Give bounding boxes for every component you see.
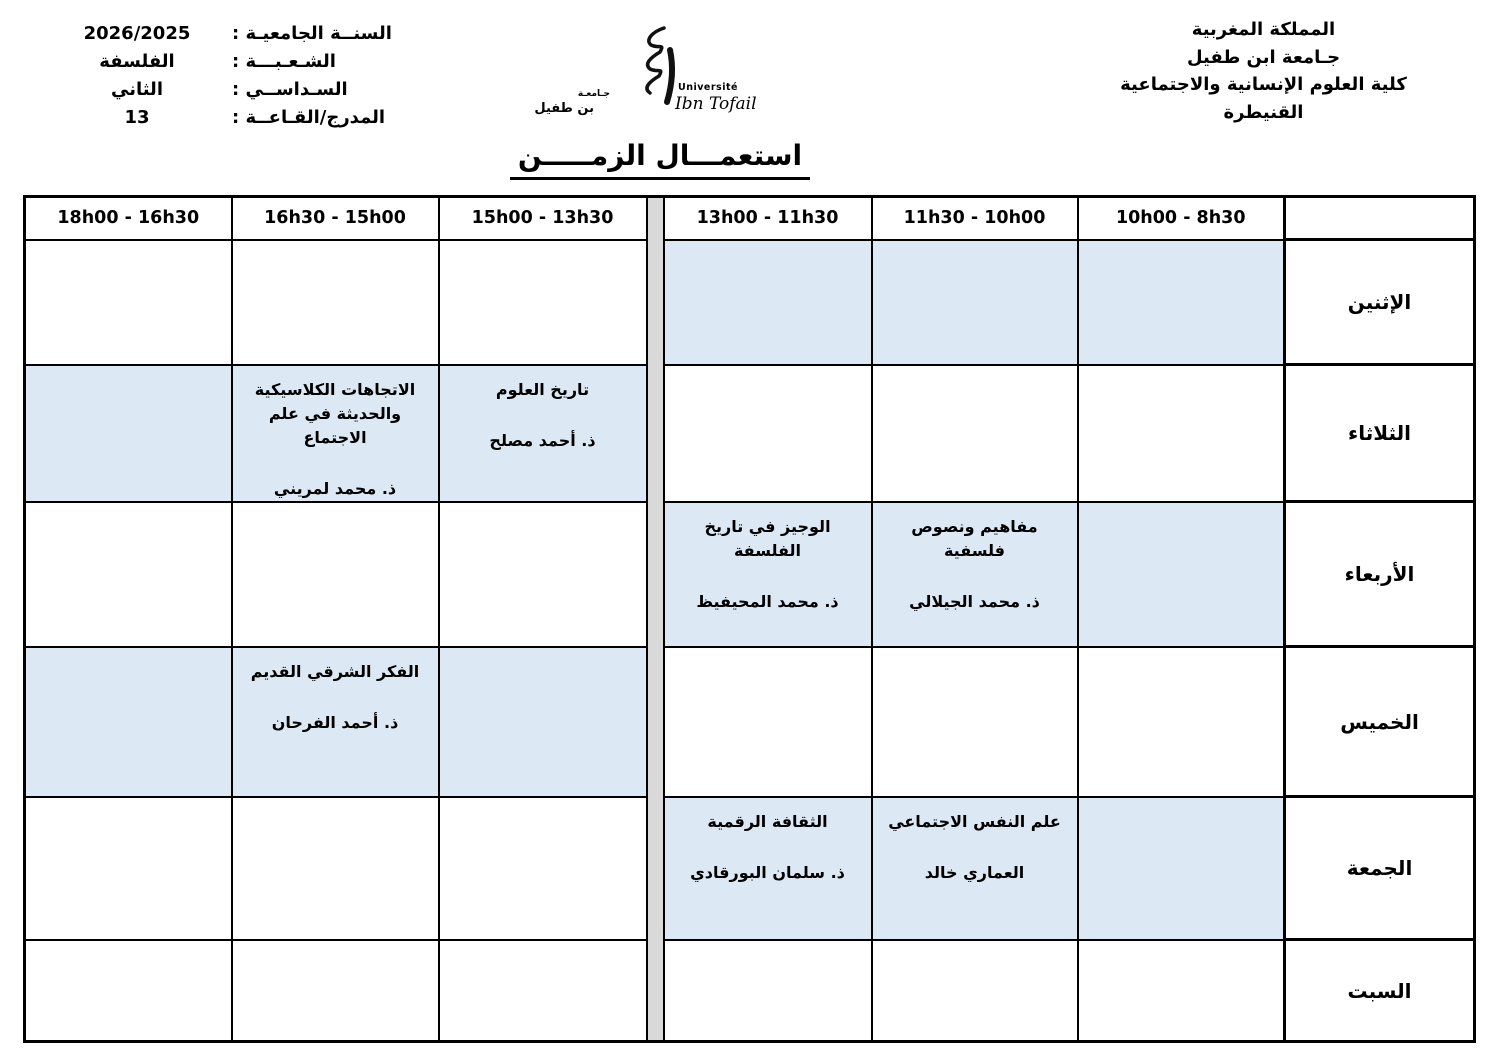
day-row: [25, 502, 1475, 647]
day-row: [25, 647, 1475, 797]
time-header-cell: 10h00 - 8h30: [1078, 197, 1285, 240]
course-entry: [440, 366, 646, 453]
time-header-cell: 16h30 - 15h00: [232, 197, 439, 240]
meta-label: السنــة الجامعيـة :: [232, 23, 392, 44]
course-entry: [665, 798, 871, 885]
day-row: [25, 797, 1475, 940]
course-teacher: ذ. أحمد الفرحان: [271, 712, 399, 732]
course-teacher: ذ. سلمان البورقادي: [690, 862, 845, 882]
course-title: الوجيز في تاريخ الفلسفة: [704, 516, 831, 560]
time-header-cell: 15h00 - 13h30: [439, 197, 647, 240]
course-entry: [665, 503, 871, 614]
institution-line: المملكة المغربية: [1191, 19, 1336, 40]
schedule-cell: [872, 797, 1078, 940]
institution-line: جـامعة ابن طفيل: [1186, 46, 1341, 68]
schedule-cell: [1078, 647, 1285, 797]
meta-label: السـداســي :: [232, 79, 348, 100]
course-entry: [873, 798, 1077, 885]
course-teacher: ذ. محمد لمريني: [273, 478, 397, 498]
schedule-cell: [439, 240, 647, 365]
schedule-cell: [232, 647, 439, 797]
schedule-cell: [25, 647, 232, 797]
day-name-cell: الإثنين: [1285, 240, 1475, 365]
day-name-cell: الأربعاء: [1285, 502, 1475, 647]
schedule-cell: [25, 502, 232, 647]
schedule-cell: [1078, 365, 1285, 502]
lunch-break-separator: [647, 197, 664, 240]
course-title: تاريخ العلوم: [495, 379, 590, 399]
schedule-cell: [664, 502, 872, 647]
meta-value: 13: [124, 107, 150, 128]
schedule-cell: [232, 240, 439, 365]
schedule-cell: [1078, 940, 1285, 1042]
schedule-cell: [872, 240, 1078, 365]
schedule-cell: [25, 940, 232, 1042]
meta-value: 2026/2025: [83, 23, 191, 44]
course-title: الاتجاهات الكلاسيكية والحديثة في علم الاجتماع: [254, 379, 416, 447]
page-title-wrap: [456, 139, 864, 180]
institution-header: [1056, 16, 1471, 126]
schedule-cell: [439, 502, 647, 647]
institution-line: كلية العلوم الإنسانية والاجتماعية: [1120, 74, 1407, 95]
lunch-break-separator: [647, 940, 664, 1042]
logo-arabic-name: بن طفيل: [534, 101, 594, 116]
time-header-cell: 13h00 - 11h30: [664, 197, 872, 240]
day-row: [25, 240, 1475, 365]
schedule-cell: [1078, 240, 1285, 365]
meta-row: [42, 104, 457, 132]
schedule-cell: [1078, 502, 1285, 647]
schedule-cell: [872, 502, 1078, 647]
logo-universite-label: Université: [678, 82, 738, 93]
page-title: استعمـــال الزمـــــن: [510, 139, 810, 180]
course-teacher: ذ. محمد الجيلالي: [909, 591, 1040, 611]
schedule-cell: [232, 940, 439, 1042]
schedule-cell: [1078, 797, 1285, 940]
course-entry: [233, 366, 438, 501]
day-name-cell: الخميس: [1285, 647, 1475, 797]
day-column-header: [1285, 197, 1475, 240]
day-name-cell: السبت: [1285, 940, 1475, 1042]
logo-calligraphy-squiggle: [647, 28, 664, 93]
logo-alif-stroke: [667, 50, 672, 102]
schedule-cell: [872, 365, 1078, 502]
day-name-cell: الجمعة: [1285, 797, 1475, 940]
schedule-cell: [25, 240, 232, 365]
lunch-break-separator: [647, 240, 664, 365]
meta-row: [42, 48, 457, 76]
timetable-body: [25, 197, 1475, 1042]
day-name-cell: الثلاثاء: [1285, 365, 1475, 502]
meta-value: الثاني: [110, 79, 163, 100]
institution-line: القنيطرة: [1223, 101, 1304, 123]
schedule-cell: [439, 365, 647, 502]
timetable: [23, 195, 1476, 1043]
time-header-row: [25, 197, 1475, 240]
time-header-cell: 11h30 - 10h00: [872, 197, 1078, 240]
logo-arabic-top: جـامعـة: [577, 89, 610, 99]
schedule-cell: [664, 940, 872, 1042]
meta-label: المدرج/القـاعــة :: [232, 107, 386, 128]
meta-row: [42, 20, 457, 48]
day-row: [25, 940, 1475, 1042]
meta-label: الشـعـبـــة :: [232, 51, 336, 72]
lunch-break-separator: [647, 797, 664, 940]
course-teacher: العماري خالد: [924, 862, 1025, 882]
schedule-cell: [232, 797, 439, 940]
meta-row: [42, 76, 457, 104]
day-row: [25, 365, 1475, 502]
schedule-cell: [664, 240, 872, 365]
schedule-cell: [25, 365, 232, 502]
schedule-cell: [664, 647, 872, 797]
course-title: الفكر الشرقي القديم: [250, 661, 420, 681]
meta-value: الفلسفة: [99, 51, 175, 72]
schedule-cell: [439, 797, 647, 940]
lunch-break-separator: [647, 647, 664, 797]
schedule-cell: [439, 647, 647, 797]
schedule-cell: [664, 797, 872, 940]
logo-ibn-tofail-label: Ibn Tofail: [675, 94, 757, 114]
schedule-cell: [872, 647, 1078, 797]
time-header-cell: 18h00 - 16h30: [25, 197, 232, 240]
course-title: علم النفس الاجتماعي: [888, 811, 1061, 831]
course-entry: [873, 503, 1077, 614]
course-title: الثقافة الرقمية: [707, 811, 828, 831]
course-title: مفاهيم ونصوص فلسفية: [911, 516, 1038, 560]
schedule-cell: [232, 365, 439, 502]
schedule-cell: [664, 365, 872, 502]
course-teacher: ذ. أحمد مصلح: [489, 430, 596, 450]
lunch-break-separator: [647, 365, 664, 502]
university-logo: [534, 20, 757, 140]
schedule-cell: [232, 502, 439, 647]
schedule-cell: [25, 797, 232, 940]
course-entry: [233, 648, 438, 735]
meta-fields: [42, 20, 457, 132]
schedule-cell: [439, 940, 647, 1042]
timetable-wrap: [23, 195, 1476, 1043]
lunch-break-separator: [647, 502, 664, 647]
university-logo-icon: [534, 20, 757, 140]
course-teacher: ذ. محمد المحيفيظ: [696, 591, 839, 611]
schedule-cell: [872, 940, 1078, 1042]
